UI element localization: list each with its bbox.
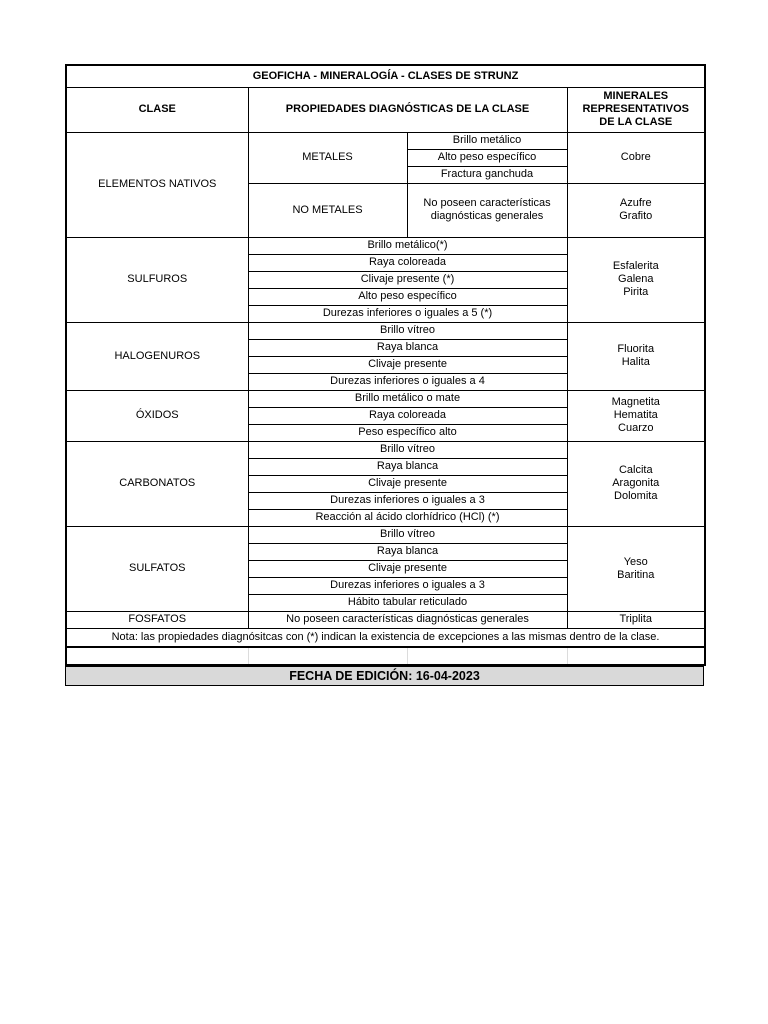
property-cell: Brillo vítreo — [248, 322, 567, 339]
property-cell: Raya coloreada — [248, 407, 567, 424]
table-row — [66, 237, 705, 254]
minerals-metales: Cobre — [567, 132, 705, 183]
property-cell: Brillo vítreo — [248, 526, 567, 543]
strunz-table — [65, 64, 706, 666]
property-cell: Durezas inferiores o iguales a 3 — [248, 577, 567, 594]
class-name: FOSFATOS — [66, 611, 248, 628]
minerals-cell: Fluorita Halita — [567, 322, 705, 390]
header-clase: CLASE — [66, 87, 248, 132]
property-cell: Hábito tabular reticulado — [248, 594, 567, 611]
table-row — [66, 611, 705, 628]
title-row — [66, 65, 705, 87]
footer-table — [65, 666, 704, 686]
table-row — [66, 132, 705, 149]
property-cell: Durezas inferiores o iguales a 3 — [248, 492, 567, 509]
minerals-cell: Magnetita Hematita Cuarzo — [567, 390, 705, 441]
table-row — [66, 322, 705, 339]
subclass-metales: METALES — [248, 132, 407, 183]
note-row — [66, 628, 705, 647]
minerals-cell: Calcita Aragonita Dolomita — [567, 441, 705, 526]
property-cell: Raya coloreada — [248, 254, 567, 271]
spacer-cell — [567, 647, 705, 665]
note-text: Nota: las propiedades diagnósitcas con (*) indican la existencia de excepciones a las mismas dentro de la clase. — [66, 628, 705, 647]
spacer-row — [66, 647, 705, 665]
table-row — [66, 441, 705, 458]
minerals-cell: Triplita — [567, 611, 705, 628]
class-name-elementos-nativos: ELEMENTOS NATIVOS — [66, 132, 248, 237]
property-cell: Brillo metálico — [407, 132, 567, 149]
spacer-cell — [66, 647, 248, 665]
property-cell: No poseen características diagnósticas generales — [407, 183, 567, 237]
property-cell: Fractura ganchuda — [407, 166, 567, 183]
property-cell: Alto peso específico — [407, 149, 567, 166]
sheet-title: GEOFICHA - MINERALOGÍA - CLASES DE STRUNZ — [66, 65, 705, 87]
property-cell: Raya blanca — [248, 543, 567, 560]
property-cell: Raya blanca — [248, 458, 567, 475]
minerals-cell: Esfalerita Galena Pirita — [567, 237, 705, 322]
table-row — [66, 526, 705, 543]
header-propiedades: PROPIEDADES DIAGNÓSTICAS DE LA CLASE — [248, 87, 567, 132]
property-cell: Clivaje presente — [248, 475, 567, 492]
minerals-cell: Yeso Baritina — [567, 526, 705, 611]
spacer-cell — [407, 647, 567, 665]
header-minerales: MINERALES REPRESENTATIVOS DE LA CLASE — [567, 87, 705, 132]
class-name: CARBONATOS — [66, 441, 248, 526]
edition-date: FECHA DE EDICIÓN: 16-04-2023 — [66, 667, 704, 686]
property-cell: Durezas inferiores o iguales a 5 (*) — [248, 305, 567, 322]
property-cell: No poseen características diagnósticas generales — [248, 611, 567, 628]
class-name: ÓXIDOS — [66, 390, 248, 441]
class-name: HALOGENUROS — [66, 322, 248, 390]
property-cell: Raya blanca — [248, 339, 567, 356]
property-cell: Durezas inferiores o iguales a 4 — [248, 373, 567, 390]
property-cell: Brillo metálico(*) — [248, 237, 567, 254]
subclass-no-metales: NO METALES — [248, 183, 407, 237]
property-cell: Brillo vítreo — [248, 441, 567, 458]
property-cell: Clivaje presente (*) — [248, 271, 567, 288]
property-cell: Clivaje presente — [248, 356, 567, 373]
minerals-no-metales: Azufre Grafito — [567, 183, 705, 237]
mineralogy-sheet — [65, 64, 704, 686]
header-row — [66, 87, 705, 132]
property-cell: Reacción al ácido clorhídrico (HCl) (*) — [248, 509, 567, 526]
class-name: SULFATOS — [66, 526, 248, 611]
property-cell: Clivaje presente — [248, 560, 567, 577]
table-row — [66, 390, 705, 407]
property-cell: Peso específico alto — [248, 424, 567, 441]
spacer-cell — [248, 647, 407, 665]
class-name: SULFUROS — [66, 237, 248, 322]
property-cell: Alto peso específico — [248, 288, 567, 305]
property-cell: Brillo metálico o mate — [248, 390, 567, 407]
